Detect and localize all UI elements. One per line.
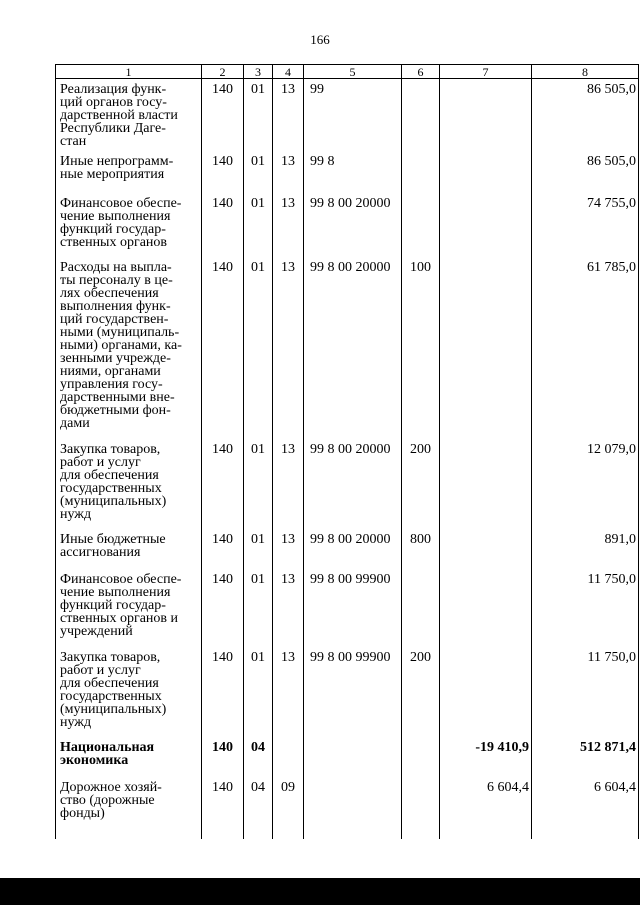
budget-table-container — [55, 64, 638, 849]
table-row — [56, 79, 639, 151]
table-row — [56, 737, 639, 777]
header-col-7: 7 — [440, 65, 532, 79]
cell-c5: 99 8 00 99900 — [304, 569, 402, 647]
cell-c2: 140 — [202, 737, 244, 777]
header-col-4: 4 — [273, 65, 304, 79]
cell-c7 — [440, 257, 532, 439]
cell-c4: 09 — [273, 777, 304, 839]
table-row — [56, 257, 639, 439]
cell-c2: 140 — [202, 529, 244, 569]
table-row — [56, 439, 639, 529]
cell-c6 — [402, 777, 440, 839]
cell-c4: 13 — [273, 569, 304, 647]
cell-c8: 11 750,0 — [532, 569, 639, 647]
table-row — [56, 151, 639, 193]
cell-c8: 86 505,0 — [532, 151, 639, 193]
cell-c3: 04 — [244, 737, 273, 777]
cell-c3: 01 — [244, 193, 273, 257]
cell-c5: 99 8 — [304, 151, 402, 193]
cell-c7 — [440, 569, 532, 647]
cell-c8: 6 604,4 — [532, 777, 639, 839]
cell-c2: 140 — [202, 193, 244, 257]
cell-c2: 140 — [202, 439, 244, 529]
cell-c3: 01 — [244, 529, 273, 569]
header-col-8: 8 — [532, 65, 639, 79]
cell-c4: 13 — [273, 79, 304, 151]
cell-name: Расходы на выпла- ты персоналу в це- лях обеспечения выполнения функ- ций государствен- ными (муниципаль- ными) органами, ка- зенными учрежде- ниями, органами управления госу- дарственными вне- бюджетными фон- дами — [56, 257, 202, 439]
table-body — [56, 79, 639, 839]
cell-c8: 86 505,0 — [532, 79, 639, 151]
cell-name: Реализация функ- ций органов госу- дарственной власти Республики Даге- стан — [56, 79, 202, 151]
cell-c6: 200 — [402, 439, 440, 529]
cell-c2: 140 — [202, 79, 244, 151]
cell-c5 — [304, 777, 402, 839]
cell-c4: 13 — [273, 257, 304, 439]
cell-c2: 140 — [202, 569, 244, 647]
cell-c8: 61 785,0 — [532, 257, 639, 439]
cell-c8: 512 871,4 — [532, 737, 639, 777]
page-number: 166 — [310, 32, 330, 47]
cell-c7 — [440, 647, 532, 737]
cell-c4: 13 — [273, 193, 304, 257]
table-row — [56, 529, 639, 569]
cell-c7: -19 410,9 — [440, 737, 532, 777]
cell-c5: 99 — [304, 79, 402, 151]
cell-c2: 140 — [202, 647, 244, 737]
cell-c7 — [440, 439, 532, 529]
cell-name: Дорожное хозяй- ство (дорожные фонды) — [56, 777, 202, 839]
cell-c5: 99 8 00 20000 — [304, 439, 402, 529]
cell-c6: 200 — [402, 647, 440, 737]
header-col-5: 5 — [304, 65, 402, 79]
cell-c7 — [440, 79, 532, 151]
cell-c3: 01 — [244, 151, 273, 193]
cell-c3: 01 — [244, 569, 273, 647]
header-col-1: 1 — [56, 65, 202, 79]
scan-bottom-edge — [0, 878, 640, 905]
cell-c2: 140 — [202, 777, 244, 839]
cell-c8: 891,0 — [532, 529, 639, 569]
cell-c4: 13 — [273, 647, 304, 737]
cell-c4 — [273, 737, 304, 777]
cell-name: Иные бюджетные ассигнования — [56, 529, 202, 569]
cell-c2: 140 — [202, 257, 244, 439]
budget-table — [55, 64, 639, 839]
table-row — [56, 647, 639, 737]
cell-c8: 74 755,0 — [532, 193, 639, 257]
cell-c6: 800 — [402, 529, 440, 569]
cell-c5 — [304, 737, 402, 777]
cell-c5: 99 8 00 20000 — [304, 529, 402, 569]
cell-c3: 04 — [244, 777, 273, 839]
cell-c6: 100 — [402, 257, 440, 439]
cell-c7: 6 604,4 — [440, 777, 532, 839]
cell-name: Финансовое обеспе- чение выполнения функций государ- ственных органов и учреждений — [56, 569, 202, 647]
cell-c5: 99 8 00 20000 — [304, 257, 402, 439]
cell-c2: 140 — [202, 151, 244, 193]
table-header-row — [56, 65, 639, 79]
cell-name: Иные непрограмм- ные мероприятия — [56, 151, 202, 193]
cell-c5: 99 8 00 20000 — [304, 193, 402, 257]
cell-c3: 01 — [244, 257, 273, 439]
cell-c6 — [402, 569, 440, 647]
cell-name: Финансовое обеспе- чение выполнения функций государ- ственных органов — [56, 193, 202, 257]
cell-c7 — [440, 529, 532, 569]
cell-c6 — [402, 193, 440, 257]
cell-name: Закупка товаров, работ и услуг для обеспечения государственных (муниципальных) нужд — [56, 647, 202, 737]
table-row — [56, 193, 639, 257]
cell-c3: 01 — [244, 647, 273, 737]
cell-c7 — [440, 151, 532, 193]
header-col-3: 3 — [244, 65, 273, 79]
header-col-6: 6 — [402, 65, 440, 79]
cell-c6 — [402, 737, 440, 777]
cell-c6 — [402, 79, 440, 151]
table-row — [56, 777, 639, 839]
cell-c4: 13 — [273, 151, 304, 193]
cell-c8: 11 750,0 — [532, 647, 639, 737]
table-row — [56, 569, 639, 647]
cell-name: Закупка товаров, работ и услуг для обеспечения государственных (муниципальных) нужд — [56, 439, 202, 529]
cell-c6 — [402, 151, 440, 193]
cell-c8: 12 079,0 — [532, 439, 639, 529]
cell-name: Национальная экономика — [56, 737, 202, 777]
cell-c4: 13 — [273, 529, 304, 569]
cell-c3: 01 — [244, 439, 273, 529]
header-col-2: 2 — [202, 65, 244, 79]
cell-c3: 01 — [244, 79, 273, 151]
cell-c5: 99 8 00 99900 — [304, 647, 402, 737]
cell-c4: 13 — [273, 439, 304, 529]
cell-c7 — [440, 193, 532, 257]
